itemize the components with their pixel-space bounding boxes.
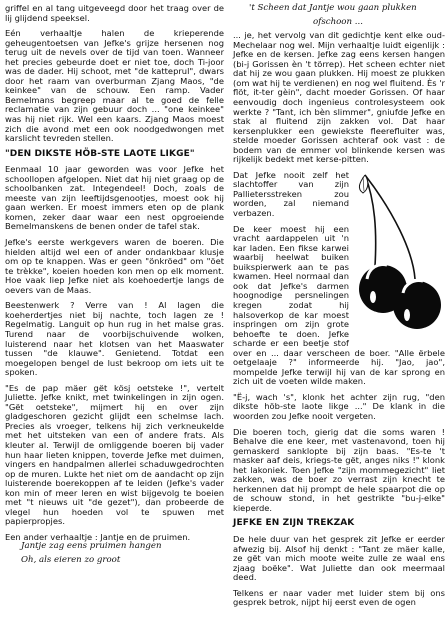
paragraph-farmers: Jefke's eerste werkgevers waren de boeren. Die hielden altijd wel een of ander ondankbaar klusje om op te knappen. Was er geen "önkröed" om "öet te trèkke", koeien hoeden kon men op elk moment. Hoe vaak liep Jefke niet als koehoedertje langs de oevers van de Maas. xyxy=(5,237,224,295)
section-heading-dikste: "DEN DIKSTE HÖB-STE LAOTE LIKGE" xyxy=(5,148,195,159)
paragraph-aardappelen: De keer moest hij een vracht aardappelen uit 'n kar laden. Een fikse karwei waarbij heelwat buiken buikspierwerk aan te pas kwamen. Heel normaal dan ook dat Jefke's darmen hoognodige persnelingen kregen zodat hij halsoverkop de kar moest inspringen om zijn grote behoefte te doen. Jefke scharde er een beetje stof over en ... daar verscheen de boer. "Alle ërbele oetgelaaje ?" informeerde hij. "Jao, jao", mompelde Jefke terwijl hij van de kar sprong en zich uit de voeten wilde maken. xyxy=(233,223,445,387)
verse-line-4: ofschoon ... xyxy=(313,16,363,27)
paragraph-kersen: ... je, het vervolg van dit gedichtje kent elke oud-Mechelaar nog wel. Mijn verhaaltje luidt eigenlijk : Jefke en de kersen. Jefke zag eens kersen hangen (bi-j Gorissen èn 't törrep). Het scheen echter niet dat hij ze wou gaan plukken. Hij moest ze plukken (om wat hij te verdienen) en nog wel fluitend. Ès 'r flöt, it-ter gèin", dacht moeder Gorissen. Of haar eenvoudig doch ingenieus controlesysteem ook werkte ? "Tant, ich bèn slimmer", gniufde Jefke en stak al fluitend zijn zakken vol. Dat haar kersenplukker een gewiekste fleerefluiter was, stelde moeder Gorissen achteraf ook vast : de bodem van de emmer vol blinkende kersen was rijkelijk bedekt met kerse-pitten. xyxy=(233,30,445,165)
cherries-illustration xyxy=(353,171,445,341)
paragraph-school: Eenmaal 10 jaar geworden was voor Jefke het schoollopen afgelopen. Niet dat hij niet graag op de schoolbanken zat. Integendeel! Doch, zoals de meeste van zijn leeftijdsgenootjes, moest ook hij gaan werken. Er moest immers eten op de plank komen, zeker daar waar een nest opgroeiende Bemelmanskens de benen onder de tafel stak. xyxy=(5,164,224,232)
verse-line-1: Jantje zag eens pruimen hangen xyxy=(21,541,162,552)
verse-line-2: Oh, als eieren zo groot xyxy=(21,555,121,566)
paragraph-beestenwerk: Beestenwerk ? Verre van ! Al lagen die koeherdertjes niet bij nachte, toch lagen ze ! Regelmatig. Languit op hun rug in het malse gras. Turend naar de voorbijschuivende wolken, luisterend naar het klotsen van het Maaswater tussen "de klauwe". Genietend. Totdat een moegelopen bengel de lust bekroop om iets uit te spoken. xyxy=(5,300,224,378)
intro-paragraph: griffel en al tang uitgeveegd door het traag over de lij glijdend speeksel. xyxy=(5,3,224,23)
paragraph-gesprek: De hele duur van het gesprek zit Jefke er eerder afwezig bij. Alsof hij denkt : "Tant ze mäer kalle, ze gët van mich moote weite zulle ze waal ens zjaag boëke". Wat Juliette dan ook meermaal deed. xyxy=(233,533,445,583)
paragraph-vastenavond: Die boeren toch, gierig dat die soms waren ! Behalve die ene keer, met vastenavond, toen hij gemaskerd sanklopte bij zijn baas. "Es-te 't masker aaf deis, kriegs-te gët, anges niks !" klonk het lakoniek. Toen Jefke "zijn mommegezicht" liet zakken, was de boer zo verrast zijn knecht te herkennen dat hij prompt de hele spaarpot die op de schouw stond, in het gestrikte "bu-j-elke" kieperde. xyxy=(233,426,445,513)
paragraph-pap: "Es de pap mäer gët kösj oetsteke !", vertelt Juliette. Jefke knikt, met twinkelingen in zijn ogen. "Gët oetsteke", mijmert hij en over zijn gladgeschoren gezicht glijdt een schelmse lach. Precies als vroeger, telkens hij zich verkneukelde met het uitsteken van een of andere frats. Als kleuter al. Terwijl de omliggende boeren bij vader hun haar lieten knippen, toverde Jefke met duimen, vingers en handpalmen allerlei schaduwgedrochten op de muren. Lukte het niet om de aandacht op zijn luisterende boerekoppen af te leiden (Jefke's vader kon min of meer leren en wist bijgevolg te boeien met "t nieuws uit "de gezet"), dan probeerde de vlegel hun hoeden vol te spuwen met papierpropjes. xyxy=(5,382,224,527)
verse-line-3: 't Scheen dat Jantje wou gaan plukken xyxy=(249,3,417,13)
left-column xyxy=(5,4,224,570)
right-column xyxy=(233,4,445,614)
paragraph-telkens: Telkens er naar vader met luider stem bij ons gesprek betrok, nijpt hij eerst even de ogen xyxy=(233,587,445,608)
section-heading-trekzak: JEFKE EN ZIJN TREKZAK xyxy=(233,518,355,529)
paragraph-lamp-story: Eén verhaaltje halen de krieperende geheugentoetsen van Jefke's grijze hersenen nog terug uit de nevels over de tijd van toen. Wanneer het precies gebeurde doet er niet toe, doch Ti-joor was de dader. Hij schoot, met "de katteprul", dwars door het raam van overburman Zjang Maos, "de keinkee" van de schouw. Een ramp. Vader Bemelmans begreep maar al te goed de felle reclamatie van zijn gebuur doch ... "one keinkee" was hij niet rijk. Wel een kaars. Zjang Maos moest zich die avond met een ook noodgedwongen met karslicht tevreden stellen. xyxy=(5,28,224,144)
paragraph-pruimen-intro: Een ander verhaaltje : Jantje en de pruimen. xyxy=(5,531,191,542)
paragraph-likge: "Ë-j, wach 's", klonk het achter zijn rug, "den dikste höb-ste laote likge ..." De klank in die woorden zou Jefke nooit vergeten. xyxy=(233,391,445,421)
paragraph-slachtoffer: Dat Jefke nooit zelf het slachtoffer van zijn Pallietersstreken zou worden, zal niemand verbazen. xyxy=(233,169,349,219)
